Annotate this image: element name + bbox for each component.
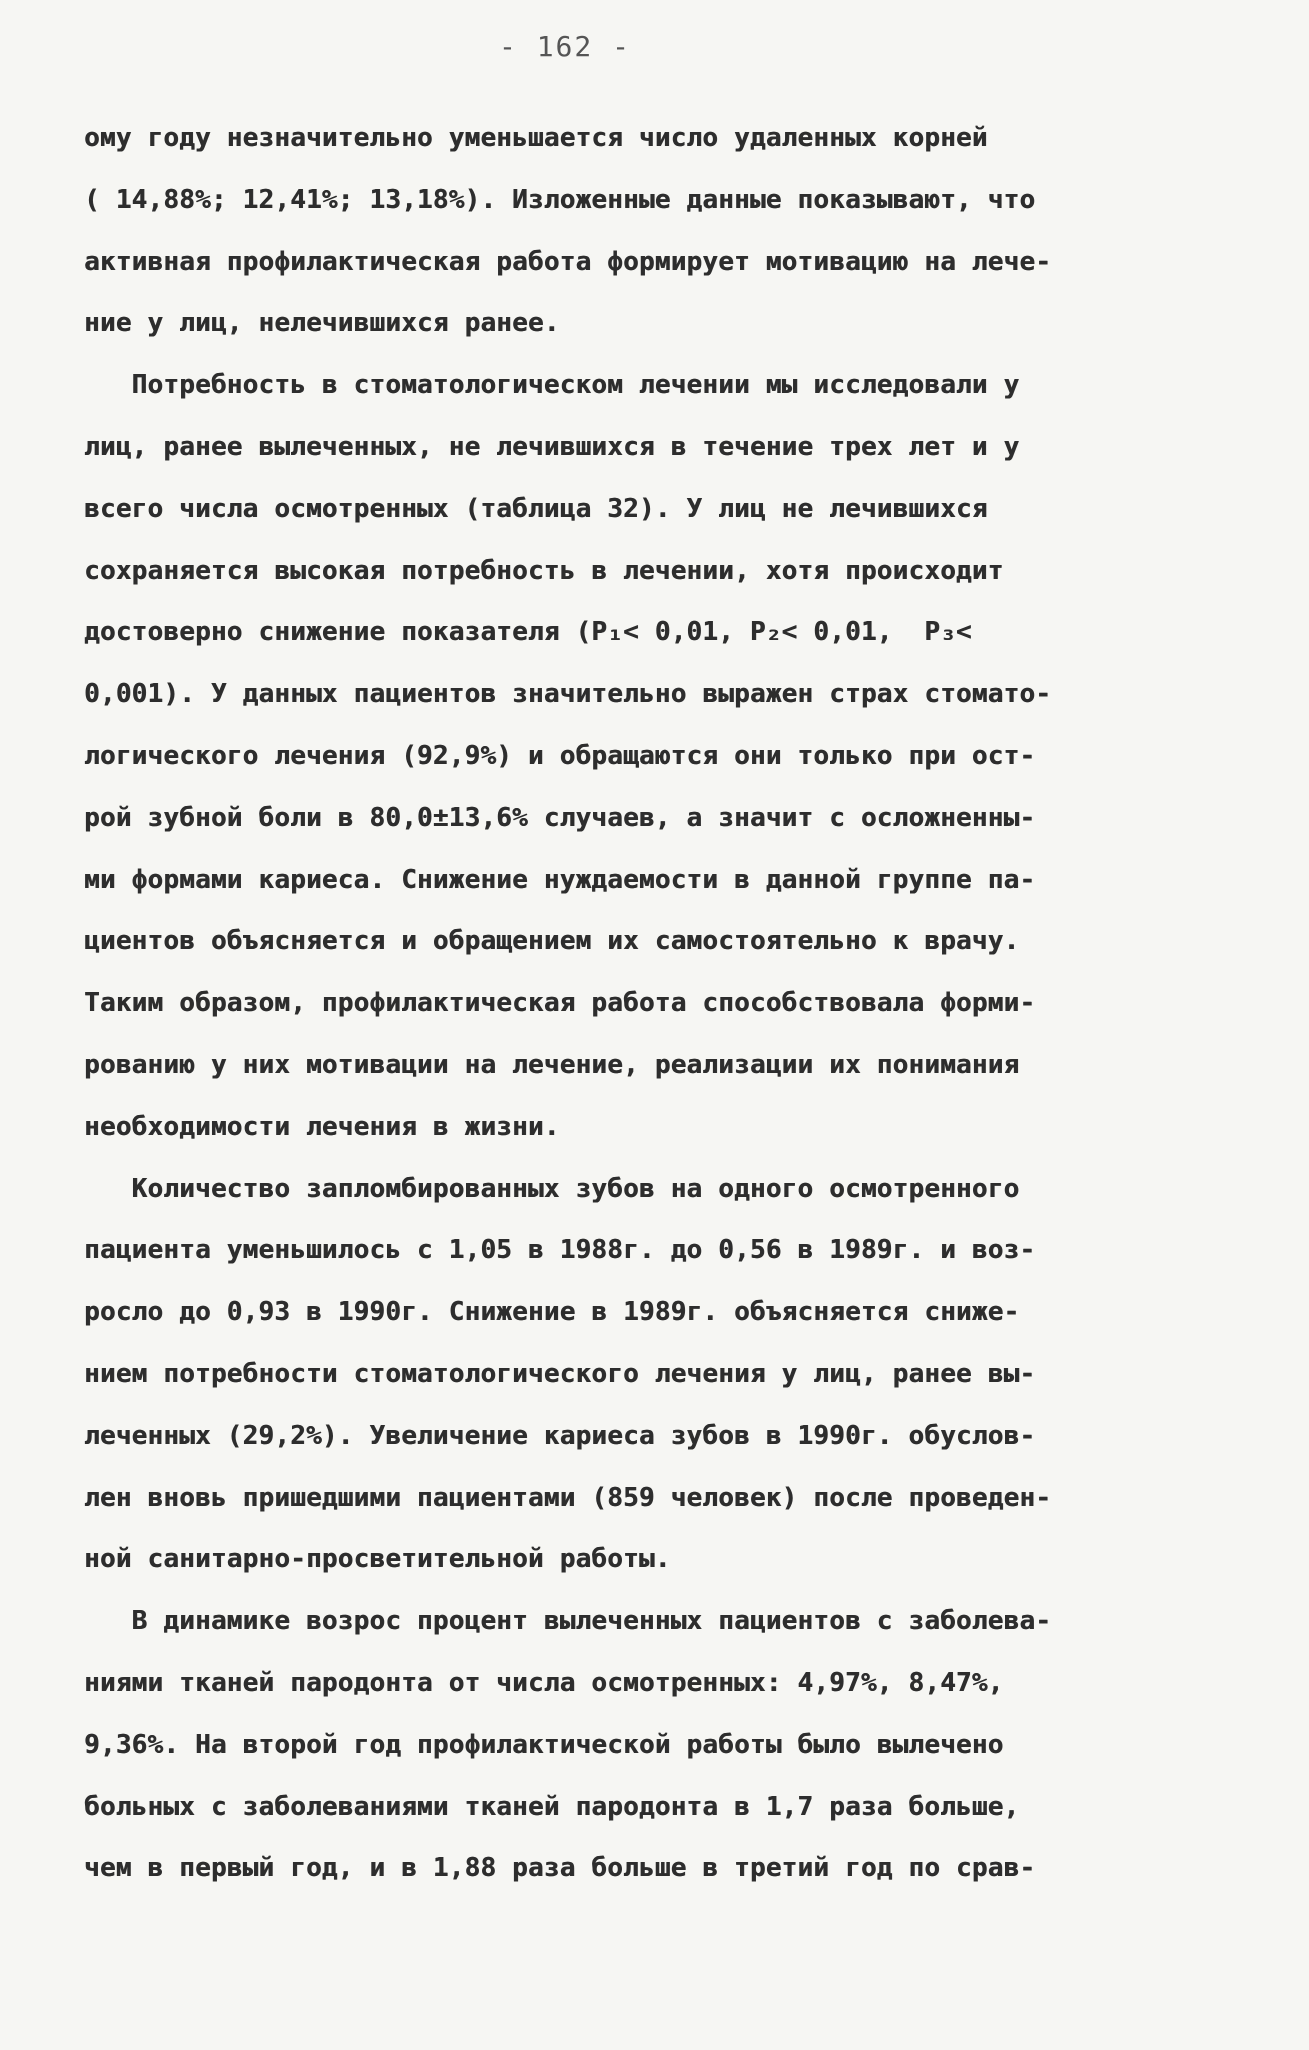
text-line: В динамике возрос процент вылеченных пациентов с заболева-: [84, 1606, 1052, 1637]
text-line: рованию у них мотивации на лечение, реализации их понимания: [84, 1049, 1020, 1080]
text-line: Количество запломбированных зубов на одного осмотренного: [84, 1173, 1020, 1204]
text-line: нием потребности стоматологического лечения у лиц, ранее вы-: [84, 1358, 1036, 1389]
text-line: лен вновь пришедшими пациентами (859 человек) после проведен-: [84, 1482, 1052, 1513]
text-line: всего числа осмотренных (таблица 32). У лиц не лечившихся: [84, 493, 988, 524]
text-line: активная профилактическая работа формирует мотивацию на лече-: [84, 246, 1052, 277]
text-line: достоверно снижение показателя (P₁< 0,01, P₂< 0,01, P₃<: [84, 617, 972, 648]
text-line: ной санитарно-просветительной работы.: [84, 1544, 671, 1575]
text-line: ( 14,88%; 12,41%; 13,18%). Изложенные данные показывают, что: [84, 184, 1036, 215]
text-line: чем в первый год, и в 1,88 раза больше в третий год по срав-: [84, 1853, 1036, 1884]
text-line: ми формами кариеса. Снижение нуждаемости в данной группе па-: [84, 864, 1036, 895]
text-line: логического лечения (92,9%) и обращаются они только при ост-: [84, 740, 1036, 771]
text-line: 0,001). У данных пациентов значительно выражен страх стомато-: [84, 679, 1052, 710]
body-text: [84, 108, 1234, 1900]
text-line: ние у лиц, нелечившихся ранее.: [84, 308, 560, 339]
text-line: Потребность в стоматологическом лечении мы исследовали у: [84, 370, 1020, 401]
text-line: 9,36%. На второй год профилактической работы было вылечено: [84, 1729, 1004, 1760]
text-line: пациента уменьшилось с 1,05 в 1988г. до 0,56 в 1989г. и воз-: [84, 1235, 1036, 1266]
text-line: необходимости лечения в жизни.: [84, 1111, 560, 1142]
text-line: сохраняется высокая потребность в лечении, хотя происходит: [84, 555, 1004, 586]
text-line: лиц, ранее вылеченных, не лечившихся в течение трех лет и у: [84, 431, 1020, 462]
text-line: больных с заболеваниями тканей пародонта в 1,7 раза больше,: [84, 1791, 1020, 1822]
text-line: циентов объясняется и обращением их самостоятельно к врачу.: [84, 926, 1020, 957]
text-line: ому году незначительно уменьшается число удаленных корней: [84, 123, 988, 153]
text-line: Таким образом, профилактическая работа способствовала форми-: [84, 988, 1036, 1019]
text-line: рой зубной боли в 80,0±13,6% случаев, а значит с осложненны-: [84, 802, 1036, 833]
page-number: - 162 -: [498, 30, 631, 63]
text-line: росло до 0,93 в 1990г. Снижение в 1989г. объясняется сниже-: [84, 1297, 1020, 1328]
text-line: ниями тканей пародонта от числа осмотренных: 4,97%, 8,47%,: [84, 1667, 1004, 1698]
text-line: леченных (29,2%). Увеличение кариеса зубов в 1990г. обуслов-: [84, 1420, 1036, 1451]
